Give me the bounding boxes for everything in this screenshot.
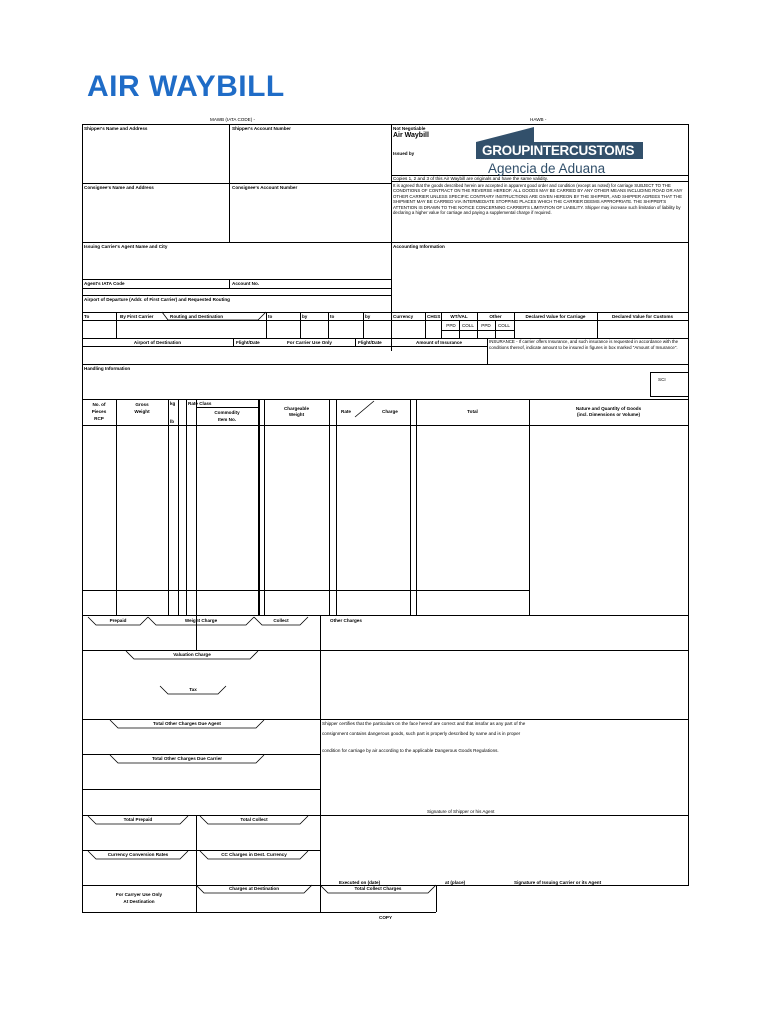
weight-charge-label: Weight Charge — [184, 618, 218, 623]
to-label: To — [84, 314, 90, 319]
consignee-account-label: Consignee's Account Number — [232, 185, 298, 190]
shipper-account-label: Shipper's Account Number — [232, 126, 291, 131]
collect-label: Collect — [273, 618, 289, 623]
shipper-signature-label: Signature of Shipper or his Agent — [427, 809, 495, 814]
departure-label: Airport of Departure (Addr. of First Carrier) and Requested Routing — [84, 297, 230, 302]
issued-by-label: Issued by — [393, 151, 415, 156]
rate-header: Rate — [341, 409, 351, 414]
account-no-label: Account No. — [232, 281, 260, 286]
declared-customs-label: Declared Value for Customs — [611, 314, 673, 319]
prepaid-label: Prepaid — [109, 618, 127, 623]
copies-note: Copies 1, 2 and 3 of this Air Waybill are originals and have the same validity. — [393, 176, 548, 181]
valuation-charge-label: Valuation Charge — [173, 652, 211, 657]
gross-weight-header: Gross Weight — [134, 402, 150, 415]
sci-label: SCI — [658, 377, 666, 382]
conditions-text: It is agreed that the goods described herein are accepted in apparent good order and condition (except as noted) for carriage SUBJECT TO THE CONDITIONS OF CONTRACT ON THE REVERSE HEREOF. ALL GOODS MAY BE CARRIED BY ANY OTHER MEANS INCLUDING ROAD OR ANY OTHER CARRIER UNLESS SPECIFIC CONTRARY INSTRUCTIONS ARE GIVEN HEREON BY THE SHIPPER, AND SHIPPER AGREES THAT THE SHIPMENT MAY BE CARRIED VIA INTERMEDIATE STOPPING PLACES WHICH THE CARRIER DEEMS APPROPRIATE. THE SHIPPER'S ATTENTION IS DRAWN TO THE NOTICE CONCERNING CARRIER'S LIMITATION OF LIABILITY. Shipper may increase such limitation of liability by declaring a higher value for carriage and paying a supplemental charge if required. — [393, 183, 683, 216]
by-2-label: by — [302, 314, 308, 319]
routing-destination-label: Routing and Destination — [170, 314, 224, 319]
lb-header: lb — [170, 419, 175, 424]
total-collect-charges-label: Total Collect Charges — [354, 886, 402, 891]
kg-header: kg — [170, 401, 176, 406]
carrier-destination-label: For Carryer Use Only At Destination — [115, 892, 163, 904]
shipper-name-label: Shipper's Name and Address — [84, 126, 148, 131]
document-title: AIR WAYBILL — [87, 70, 285, 103]
carrier-agent-label: Issuing Carrier's Agent Name and City — [84, 244, 168, 249]
chargeable-weight-header: Chargeable Weight — [283, 406, 310, 418]
wtval-ppd-label: PPD — [446, 323, 456, 328]
wtval-coll-label: COLL — [461, 323, 474, 328]
mawb-label: MAWB (IATA CODE) - — [210, 117, 256, 122]
copy-label: COPY — [379, 915, 393, 920]
carrier-signature-label: Signature of Issuing Carrier or its Agent — [514, 880, 602, 885]
airport-destination-label: Airport of Destination — [133, 340, 182, 345]
other-charges-agent-label: Total Other Charges Due Agent — [153, 721, 221, 726]
accounting-info-label: Accounting Information — [393, 244, 445, 249]
total-collect-label: Total Collect — [240, 817, 268, 822]
certification-line-3: condition for carriage by air according to the applicable Dangerous Goods Regulations. — [322, 748, 499, 753]
total-header: Total — [467, 409, 478, 414]
currency-label: Currency — [393, 314, 414, 319]
groupintercustoms-logo: GROUPINTERCUSTOMS Agencia de Aduana — [476, 127, 643, 177]
by-3-label: by — [365, 314, 371, 319]
tax-label: Tax — [189, 687, 197, 692]
cc-charges-label: CC Charges in Dest. Currency — [221, 852, 287, 857]
nature-goods-header: Nature and Quantity of Goods (incl. Dimensions or Volume) — [575, 406, 642, 418]
total-prepaid-label: Total Prepaid — [123, 817, 153, 822]
air-waybill-label: Air Waybill — [393, 132, 429, 139]
commodity-header: Commodity Item No. — [214, 410, 240, 423]
wtval-label: WT/VAL — [450, 314, 468, 319]
flight-date-1-label: Flight/Date — [236, 340, 260, 345]
conversion-rates-label: Currency Conversion Rates — [107, 852, 169, 857]
executed-on-label: Executed on (date) — [339, 880, 381, 885]
other-charges-carrier-label: Total Other Charges Due Carrier — [151, 756, 223, 761]
chgs-label: CHGS — [427, 314, 441, 319]
not-negotiable-label: Not Negotiable — [393, 126, 426, 131]
other-label: Other — [489, 314, 502, 319]
charges-destination-label: Charges at Destination — [228, 886, 280, 891]
certification-line-2: consignment contains dangerous goods, such part is properly described by name and is in proper — [322, 731, 521, 736]
other-ppd-label: PPD — [481, 323, 491, 328]
by-first-carrier-label: By First Carrier — [120, 314, 154, 319]
flight-date-2-label: Flight/Date — [358, 340, 382, 345]
insurance-note: INSURANCE - If carrier offers Insurance, and such insurance is requested in accordance with the conditions thereof, indicate amount to be insured in figures in box marked "Amount of Insurance". — [489, 339, 679, 350]
agent-iata-label: Agent's IATA Code — [84, 281, 125, 286]
pieces-header: No. of Pieces RCP — [91, 402, 107, 422]
hawb-label: HAWB - — [530, 117, 547, 122]
handling-info-label: Handling Information — [84, 366, 131, 371]
to-3-label: to — [330, 314, 335, 319]
declared-carriage-label: Declared Value for Carriage — [525, 314, 586, 319]
consignee-name-label: Consignee's Name and Address — [84, 185, 154, 190]
other-charges-label: Other Charges — [330, 618, 362, 623]
carrier-use-only-label: For Carrier Use Only — [287, 340, 332, 345]
at-place-label: at (place) — [445, 880, 466, 885]
certification-line-1: Shipper certifies that the particulars on the face hereof are correct and that insofar as any part of the — [322, 721, 526, 726]
rate-class-header: Rate Class — [188, 401, 212, 406]
other-coll-label: COLL — [497, 323, 510, 328]
charge-header: Charge — [382, 409, 398, 414]
to-2-label: to — [268, 314, 273, 319]
amount-insurance-label: Amount of Insurance — [416, 340, 462, 345]
